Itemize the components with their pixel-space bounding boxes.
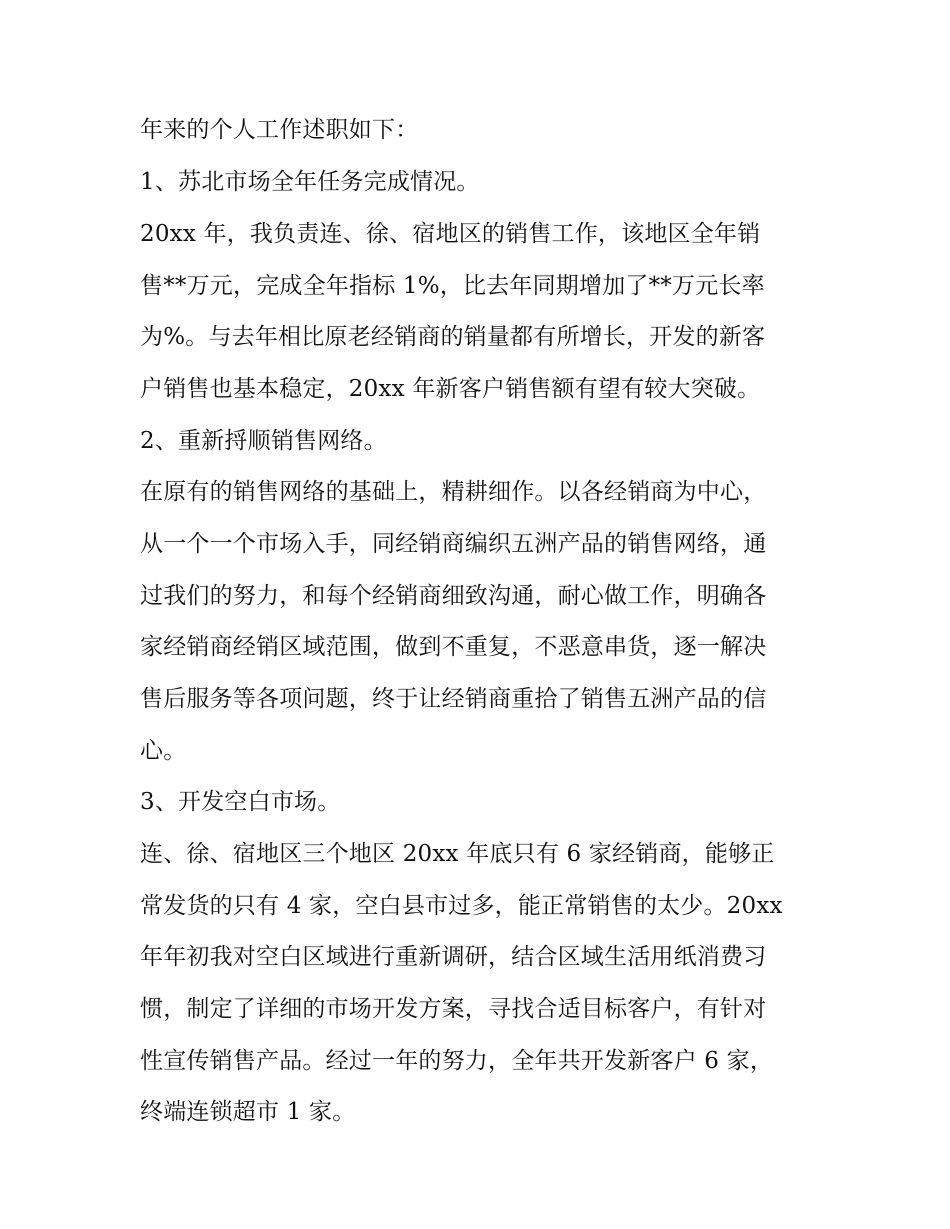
text-line: 连、徐、宿地区三个地区 20xx 年底只有 6 家经销商，能够正 xyxy=(140,841,775,867)
text-line: 性宣传销售产品。经过一年的努力，全年共开发新客户 6 家， xyxy=(140,1048,774,1074)
text-line: 家经销商经销区域范围，做到不重复，不恶意串货，逐一解决 xyxy=(140,634,767,660)
text-line: 为%。与去年相比原老经销商的销量都有所增长，开发的新客 xyxy=(140,324,766,350)
text-line: 从一个一个市场入手，同经销商编织五洲产品的销售网络，通 xyxy=(140,531,767,557)
section-heading-2: 2、重新捋顺销售网络。 xyxy=(140,428,387,454)
text-line: 年年初我对空白区域进行重新调研，结合区域生活用纸消费习 xyxy=(140,944,767,970)
text-line: 售**万元，完成全年指标 1%，比去年同期增加了**万元长率 xyxy=(140,273,765,299)
section-heading-3: 3、开发空白市场。 xyxy=(140,789,341,815)
text-line: 终端连锁超市 1 家。 xyxy=(140,1099,356,1125)
text-line: 售后服务等各项问题，终于让经销商重拾了销售五洲产品的信 xyxy=(140,686,767,712)
text-line: 在原有的销售网络的基础上，精耕细作。以各经销商为中心， xyxy=(140,479,767,505)
text-line: 常发货的只有 4 家，空白县市过多，能正常销售的太少。20xx xyxy=(140,893,783,919)
text-line: 年来的个人工作述职如下： xyxy=(140,117,419,143)
text-line: 20xx 年，我负责连、徐、宿地区的销售工作，该地区全年销 xyxy=(140,221,761,247)
section-heading-1: 1、苏北市场全年任务完成情况。 xyxy=(140,169,480,195)
text-line: 心。 xyxy=(140,738,187,764)
text-line: 过我们的努力，和每个经销商细致沟通，耐心做工作，明确各 xyxy=(140,583,767,609)
text-line: 户销售也基本稳定，20xx 年新客户销售额有望有较大突破。 xyxy=(140,376,761,402)
text-line: 惯，制定了详细的市场开发方案，寻找合适目标客户，有针对 xyxy=(140,996,767,1022)
